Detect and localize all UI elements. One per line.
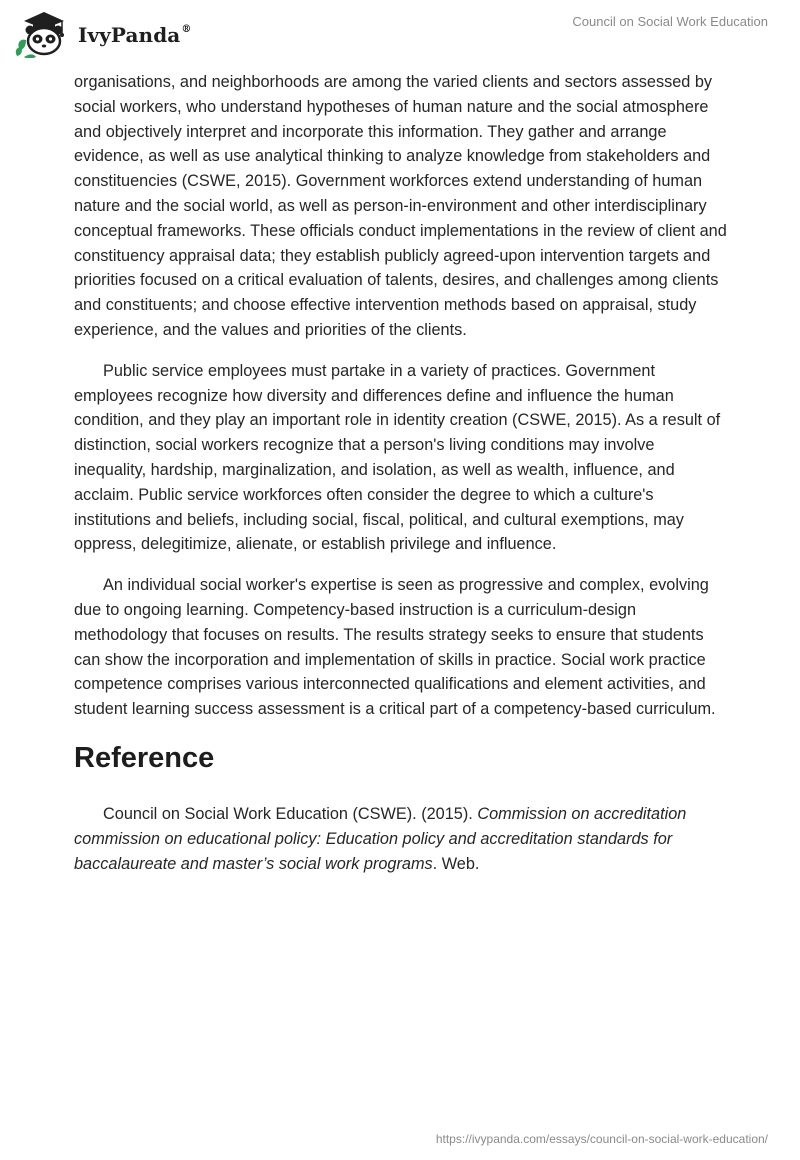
page-header bbox=[0, 0, 800, 70]
panda-graduate-icon bbox=[14, 8, 76, 58]
essay-body bbox=[74, 70, 728, 892]
paragraph-1: organisations, and neighborhoods are among the varied clients and sectors assessed by social workers, who understand hypotheses of human nature and the social atmosphere and objectively interpret and incorporate this information. They gather and arrange evidence, as well as use analytical thinking to analyze knowledge from stakeholders and constituencies (CSWE, 2015). Government workforces extend understanding of human nature and the social world, as well as person-in-environment and other interdisciplinary conceptual frameworks. These officials conduct implementations in the review of client and constituency appraisal data; they establish publicly agreed-upon intervention targets and priorities focused on a critical evaluation of talents, desires, and challenges among clients and constituents; and choose effective intervention methods based on appraisal, study experience, and the values and priorities of the clients. bbox=[74, 73, 727, 339]
ivypanda-logo[interactable] bbox=[14, 8, 191, 58]
document-title: Council on Social Work Education bbox=[572, 14, 768, 29]
citation-title: Commission on accreditation commission on educational policy: Education policy and accreditation standards for baccalaureate and master’s social work programs bbox=[74, 804, 687, 873]
reference-heading: Reference bbox=[74, 741, 215, 774]
citation-tail: . Web. bbox=[432, 854, 480, 873]
brand-name: IvyPanda® bbox=[78, 23, 192, 47]
paragraph-2: Public service employees must partake in a variety of practices. Government employees recognize how diversity and differences define and influence the human condition, and they play an important role in identity creation (CSWE, 2015). As a result of distinction, social workers recognize that a person's living conditions may involve inequality, hardship, marginalization, and isolation, as well as wealth, influence, and acclaim. Public service workforces often consider the degree to which a culture's institutions and beliefs, including social, fiscal, political, and cultural exemptions, may oppress, delegitimize, alienate, or establish privilege and influence. bbox=[74, 361, 721, 554]
footer-source-url[interactable]: https://ivypanda.com/essays/council-on-social-work-education/ bbox=[435, 1132, 768, 1146]
citation-author-year: Council on Social Work Education (CSWE). (2015). bbox=[103, 804, 478, 823]
reference-citation bbox=[74, 802, 728, 876]
paragraph-3: An individual social worker's expertise is seen as progressive and complex, evolving due to ongoing learning. Competency-based instruction is a curriculum-design methodology that focuses on results. The results strategy seeks to ensure that students can show the incorporation and implementation of skills in practice. Social work practice competence comprises various interconnected qualifications and element activities, and student learning success assessment is a critical part of a competency-based curriculum. bbox=[74, 576, 716, 719]
registered-mark: ® bbox=[181, 24, 192, 36]
